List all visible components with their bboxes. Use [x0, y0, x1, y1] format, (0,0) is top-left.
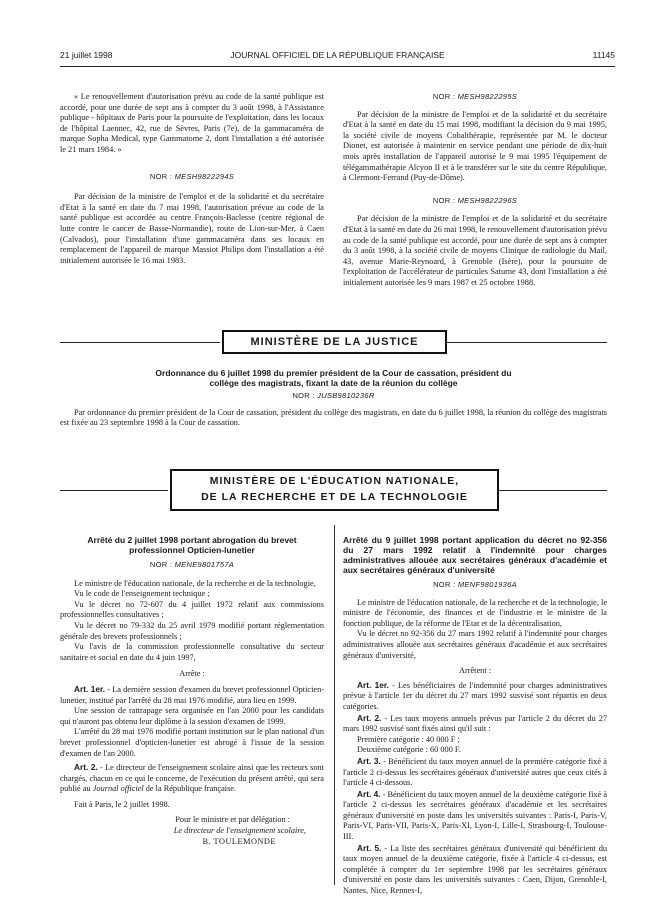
- arrete-title: Arrêté du 2 juillet 1998 portant abrogation du brevet professionnel Opticien-lunetier: [87, 535, 297, 555]
- nor-code: MESH9822294S: [174, 171, 235, 181]
- ministry-education-box: [170, 469, 499, 511]
- arretent-label: Arrêtent :: [458, 666, 492, 676]
- article-label: Art. 4.: [357, 788, 381, 799]
- section-rule: [499, 490, 607, 491]
- article-label: Art. 2.: [74, 762, 98, 773]
- ministry-title: MINISTÈRE DE LA JUSTICE: [250, 336, 419, 348]
- top-left-column: [60, 92, 324, 266]
- nor-code: MESH9822295S: [457, 92, 518, 101]
- section-rule: [447, 342, 607, 343]
- nor-code: MESH9822296S: [457, 195, 518, 205]
- article-text: - La liste des secrétaires généraux d'université qui bénéficient du taux moyen annuel de la deuxième catégorie, fixée à l'article 4 ci-dessus, est complétée à compter du 1er septembre 1998 par les secrétaires généraux d'université en poste dans les universités suivantes : Caen, Dijon, Grenoble-I, Nantes, Nice, Rennes-I,: [343, 843, 607, 896]
- preamble-line: Vu l'avis de la commission professionnelle consultative du secteur sanitaire et social en date du 4 juin 1997,: [60, 642, 324, 662]
- right-arrete: [343, 535, 607, 897]
- ministry-title-line2: DE LA RECHERCHE ET DE LA TECHNOLOGIE: [201, 491, 468, 503]
- left-arrete: [60, 535, 324, 847]
- nor-reference: [343, 92, 607, 103]
- article-text: - La dernière session d'examen du brevet professionnel Opticien-lunetier, institué par l'arrêté du 28 mai 1976 modifié, aura lieu en 1999.: [60, 684, 324, 705]
- top-right-column: [343, 92, 607, 289]
- justice-section: [60, 368, 607, 429]
- nor-label: NOR :: [292, 391, 315, 400]
- nor-code: MENF9801936A: [457, 580, 517, 589]
- article-text: - Le directeur de l'enseignement scolaire ainsi que les recteurs sont chargés, chacun en ce qui le concerne, de l'exécution du présent arrêté, qui sera publié au: [60, 763, 324, 794]
- article-text: de la République française.: [145, 784, 237, 794]
- arrete-label: Arrête :: [179, 669, 205, 679]
- nor-label: NOR :: [432, 92, 456, 101]
- article-text: - Les taux moyens annuels prévus par l'article 2 du décret du 27 mars 1992 susvisé sont fixés ainsi qu'il suit :: [343, 713, 608, 734]
- nor-label: NOR :: [149, 560, 173, 569]
- nor-reference: [60, 391, 607, 402]
- category-line: Deuxième catégorie : 60 000 F.: [357, 745, 461, 755]
- article-3: [343, 756, 607, 789]
- article-label: Art. 3.: [357, 755, 381, 766]
- preamble-line: Vu le code de l'enseignement technique ;: [74, 589, 210, 599]
- article-text: - Les bénéficiaires de l'indemnité pour charges administratives prévue à l'article 1er du décret du 27 mars 1992 susvisé sont répartis en deux catégories.: [343, 680, 607, 711]
- preamble-line: Vu le décret no 72-607 du 4 juillet 1972 relatif aux commissions professionnelles consultatives ;: [60, 599, 324, 620]
- ordonnance-body: Par ordonnance du premier président de la Cour de cassation, président du collège des magistrats, en date du 6 juillet 1998, la réunion du collège des magistrats est fixée au 23 septembre 1998 à la Cour de cassation.: [60, 407, 607, 428]
- article-1: [343, 680, 607, 713]
- nor-reference: [60, 172, 324, 183]
- nor-code: JUSB9810236R: [317, 391, 375, 400]
- article-2: [343, 713, 607, 735]
- article-1-paragraph: L'arrêté du 28 mai 1976 modifié portant institution sur le plan national d'un brevet professionnel d'opticien-lunetier est abrogé à l'issue de la session d'examen de l'an 2000.: [60, 727, 325, 758]
- page-header: [60, 50, 615, 64]
- nor-label: NOR :: [433, 580, 456, 589]
- nor-reference: [60, 560, 324, 571]
- article-text: - Bénéficient du taux moyen annuel de la deuxième catégorie fixé à l'article 2 ci-dessus les secrétaires généraux d'académie et les secrétaires généraux d'université en poste dans les universités suivantes : Paris-I, Paris-V, Paris-VI, Paris-VII, Paris-X, Paris-XI, Lyon-I, Lille-I, Strasbourg-I, Toulouse-III.: [343, 789, 608, 842]
- header-journal-title: JOURNAL OFFICIEL DE LA RÉPUBLIQUE FRANÇAISE: [230, 50, 445, 60]
- nor-reference: [343, 196, 607, 207]
- article-4: [343, 789, 607, 843]
- decision-paragraph: Par décision de la ministre de l'emploi et de la solidarité et du secrétaire d'Etat à la santé en date du 7 mai 1998, l'autorisation prévue au code de la santé publique est accordée au centre François-Baclesse (centre régional de lutte contre le cancer de Basse-Normandie), route de Lion-sur-Mer, à Caen (Calvados), pour l'installation d'une gammacaméra dans ses locaux en remplacement de l'appareil de marque Massiot Philips dont l'installation a été initialement autorisée le 16 mai 1983.: [60, 192, 324, 265]
- signature-role-text: Le directeur de l'enseignement scolaire,: [173, 826, 306, 836]
- article-label: Art. 1er.: [357, 679, 389, 690]
- section-rule: [60, 490, 168, 491]
- ordonnance-title: Ordonnance du 6 juillet 1998 du premier président de la Cour de cassation, président du collège des magistrats, fixant la date de la réunion du collège: [155, 368, 512, 388]
- arrete-title: Arrêté du 9 juillet 1998 portant application du décret no 92-356 du 27 mars 1992 relatif à l'indemnité pour charges administratives allouée aux secrétaires généraux d'académie et aux secrétaires généraux d'université: [343, 535, 607, 575]
- article-label: Art. 1er.: [74, 683, 106, 694]
- journal-officiel-ref: Journal officiel: [92, 784, 144, 794]
- preamble-line: Vu le décret no 92-356 du 27 mars 1992 relatif à l'indemnité pour charges administratives allouée aux secrétaires généraux d'académie et aux secrétaires généraux d'université,: [343, 629, 607, 660]
- signature-delegation: Pour le ministre et par délégation :: [175, 815, 290, 825]
- nor-reference: [343, 580, 607, 591]
- article-text: - Bénéficient du taux moyen annuel de la première catégorie fixé à l'article 2 ci-dessus les secrétaires généraux d'université autres que ceux cités à l'article 4 ci-dessous.: [343, 756, 607, 788]
- preamble-line: Le ministre de l'éducation nationale, de la recherche et de la technologie,: [74, 578, 316, 588]
- nor-label: NOR :: [432, 195, 456, 205]
- preamble-line: Le ministre de l'éducation nationale, de la recherche et de la technologie, le ministre de l'économie, des finances et de l'industrie et le ministre de la fonction publique, de la réforme de l'Etat et de la décentralisation,: [343, 597, 607, 628]
- ministry-justice-box: [222, 330, 447, 354]
- section-rule: [60, 342, 220, 343]
- signature-role: [60, 826, 324, 837]
- article-label: Art. 2.: [357, 712, 382, 723]
- header-page-number: 11145: [592, 50, 615, 60]
- article-1: [60, 684, 324, 706]
- article-2: [60, 762, 324, 795]
- article-5: [343, 843, 607, 897]
- decision-paragraph: Par décision de la ministre de l'emploi et de la solidarité et du secrétaire d'Etat à la santé en date du 26 mai 1998, le renouvellement d'autorisation prévu au code de la santé publique est accordé, pour une durée de sept ans à compter du 3 août 1998, à la société civile de moyens Clinique de radiologie du Mail, 43, avenue Marie-Reynoard, à Grenoble (Isère), pour la poursuite de l'exploitation de l'accélérateur de particules Saturne 43, dont l'installation a été initialement autorisée les 9 mars 1987 et 25 octobre 1988.: [343, 214, 607, 287]
- article-1-paragraph: Une session de rattrapage sera organisée en l'an 2000 pour les candidats qui n'auront pas obtenu leur diplôme à la session d'examen de 1999.: [60, 706, 324, 726]
- category-line: Première catégorie : 40 000 F ;: [357, 734, 460, 744]
- preamble-line: Vu le décret no 79-332 du 25 avril 1979 modifié portant réglementation générale des brevets professionnels ;: [60, 620, 324, 641]
- nor-code: MENE9801757A: [174, 560, 235, 569]
- article-label: Art. 5.: [357, 842, 382, 853]
- header-rule: [60, 66, 615, 67]
- signature-place-date: Fait à Paris, le 2 juillet 1998.: [74, 799, 170, 809]
- signature-name: B. TOULEMONDE: [202, 836, 276, 846]
- renewal-paragraph: « Le renouvellement d'autorisation prévu au code de la santé publique est accordé, pour une durée de sept ans à compter du 3 août 1998, à l'Assistance publique - hôpitaux de Paris pour la poursuite de l'exploitation, dans les locaux de l'hôpital Laennec, 42, rue de Sèvres, Paris (7e), de la gammacaméra de marque Sopha Medical, type Gammatome 2, dont l'installation a été autorisée le 21 mars 1984. »: [60, 92, 324, 154]
- header-date: 21 juillet 1998: [60, 50, 113, 60]
- column-separator: [334, 525, 335, 885]
- ministry-title-line1: MINISTÈRE DE L'ÉDUCATION NATIONALE,: [209, 475, 460, 487]
- decision-paragraph: Par décision de la ministre de l'emploi et de la solidarité et du secrétaire d'Etat à la santé en date du 15 mai 1998, modifiant la décision du 9 mai 1995, la société civile de moyens Cobalthérapie, représentée par M. le docteur Dionet, est autorisée à maintenir en service pendant une période de dix-huit mois après installation de l'appareil autorisé le 9 mai 1995 l'équipement de télégammathérapie Alcyon II et à le transférer sur le site du centre République, à Clermont-Ferrand (Puy-de-Dôme).: [343, 109, 607, 183]
- nor-label: NOR :: [149, 171, 173, 181]
